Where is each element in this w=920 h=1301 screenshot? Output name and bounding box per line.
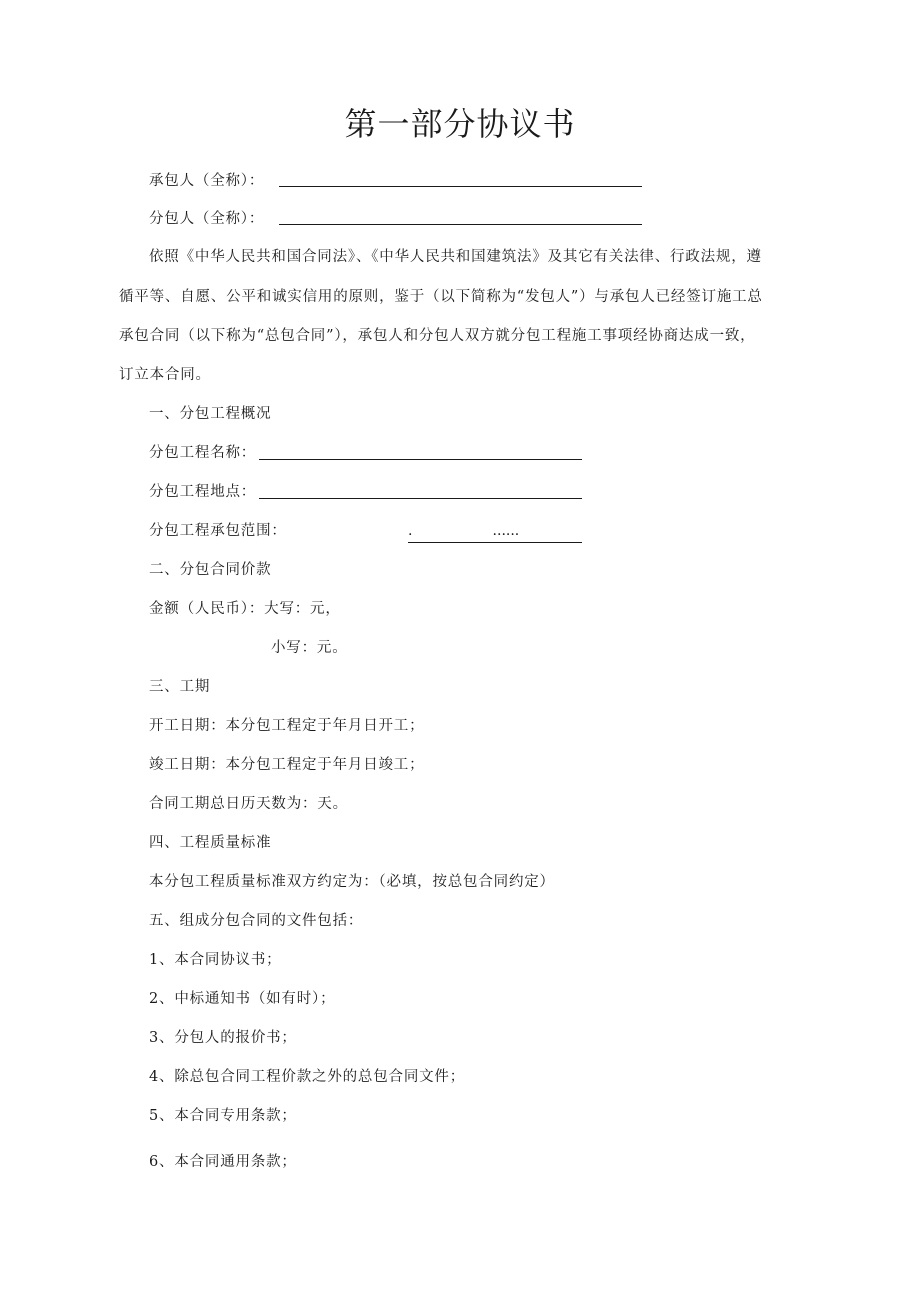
preamble-line-2: 循平等、自愿、公平和诚实信用的原则，鉴于（以下简称为“发包人”）与承包人已经签订施工总	[119, 289, 763, 305]
project-location-blank	[259, 498, 582, 499]
document-list-item: 6、本合同通用条款；	[149, 1154, 297, 1170]
document-list-item: 4、除总包合同工程价款之外的总包合同文件；	[149, 1069, 466, 1085]
amount-in-words: 金额（人民币）：大写：元，	[149, 601, 341, 617]
document-list-item: 5、本合同专用条款；	[149, 1108, 297, 1124]
page-title: 第一部分协议书	[344, 105, 576, 143]
section-1-heading: 一、分包工程概况	[149, 406, 272, 422]
project-scope-label: 分包工程承包范围：	[149, 523, 287, 539]
section-5-heading: 五、组成分包合同的文件包括：	[149, 913, 364, 929]
project-name-label: 分包工程名称：	[149, 445, 257, 461]
finish-date: 竣工日期：本分包工程定于年月日竣工；	[149, 757, 425, 773]
subcontractor-name-blank	[279, 224, 642, 225]
subcontractor-label: 分包人（全称）：	[149, 211, 265, 227]
preamble-line-1: 依照《中华人民共和国合同法》、《中华人民共和国建筑法》及其它有关法律、行政法规，遵	[149, 249, 762, 265]
preamble-line-4: 订立本合同。	[119, 367, 211, 383]
section-2-heading: 二、分包合同价款	[149, 562, 272, 578]
project-location-label: 分包工程地点：	[149, 484, 257, 500]
project-scope-value: . ......	[408, 520, 582, 543]
project-name-blank	[259, 459, 582, 460]
section-4-heading: 四、工程质量标准	[149, 835, 272, 851]
total-days: 合同工期总日历天数为：天。	[149, 796, 348, 812]
document-list-item: 2、中标通知书（如有时）；	[149, 991, 336, 1007]
contractor-label: 承包人（全称）：	[149, 173, 265, 189]
section-3-heading: 三、工期	[149, 679, 211, 695]
contractor-name-blank	[279, 186, 642, 187]
quality-standard: 本分包工程质量标准双方约定为：（必填，按总包合同约定）	[149, 874, 555, 890]
start-date: 开工日期：本分包工程定于年月日开工；	[149, 718, 425, 734]
preamble-line-3: 承包合同（以下称为“总包合同”），承包人和分包人双方就分包工程施工事项经协商达成一致，	[119, 328, 756, 344]
document-list-item: 1、本合同协议书；	[149, 952, 282, 968]
amount-in-figures: 小写：元。	[271, 640, 348, 656]
document-list-item: 3、分包人的报价书；	[149, 1030, 297, 1046]
